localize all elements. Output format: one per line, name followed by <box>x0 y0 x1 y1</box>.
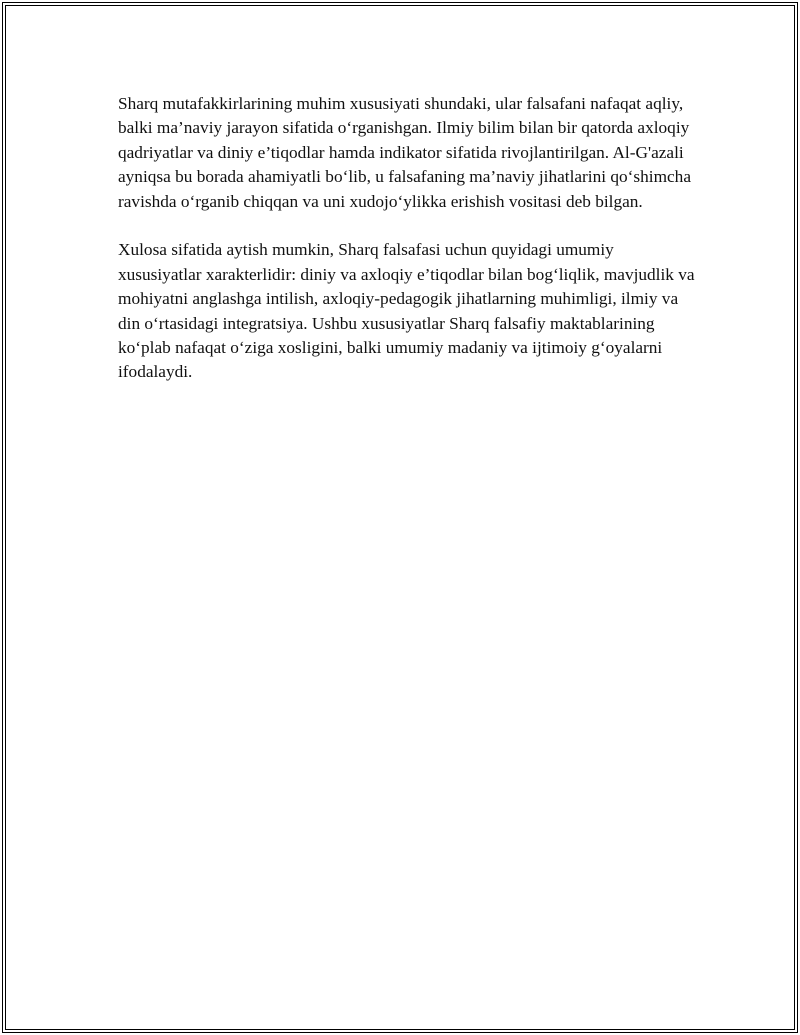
document-body <box>118 92 698 409</box>
paragraph-1: Sharq mutafakkirlarining muhim xususiyati shundaki, ular falsafani nafaqat aqliy, balki ma’naviy jarayon sifatida o‘rganishgan. Ilmiy bilim bilan bir qatorda axloqiy qadriyatlar va diniy e’tiqodlar hamda indikator sifatida rivojlantirilgan. Al-G'azali ayniqsa bu borada ahamiyatli bo‘lib, u falsafaning ma’naviy jihatlarini qo‘shimcha ravishda o‘rganib chiqqan va uni xudojo‘ylikka erishish vositasi deb bilgan. <box>118 94 691 211</box>
paragraph-2: Xulosa sifatida aytish mumkin, Sharq falsafasi uchun quyidagi umumiy xususiyatlar xarakterlidir: diniy va axloqiy e’tiqodlar bilan bog‘liqlik, mavjudlik va mohiyatni anglashga intilish, axloqiy-pedagogik jihatlarning muhimligi, ilmiy va din o‘rtasidagi integratsiya. Ushbu xususiyatlar Sharq falsafiy maktablarining ko‘plab nafaqat o‘ziga xosligini, balki umumiy madaniy va ijtimoiy g‘oyalarni ifodalaydi. <box>118 240 695 382</box>
